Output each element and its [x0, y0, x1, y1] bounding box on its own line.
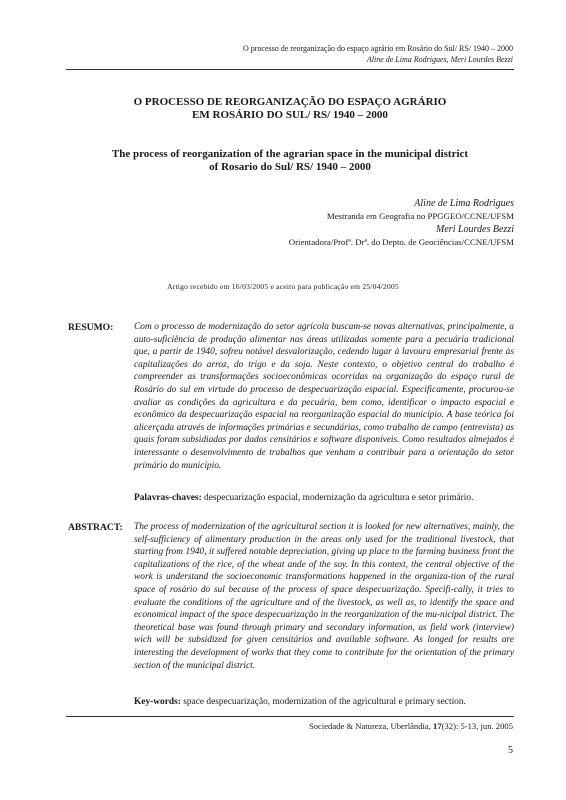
keywords-text: space despecuarização, modernization of the agricultural e primary section. — [183, 697, 466, 707]
title-portuguese — [66, 96, 514, 122]
resumo-label: RESUMO: — [68, 322, 114, 333]
keywords-text: despecuarização espacial, modernização da agricultura e setor primário. — [204, 493, 474, 503]
abstract-keywords — [134, 696, 514, 709]
footer-divider — [66, 716, 514, 717]
resumo-keywords — [134, 492, 514, 505]
title-en-line-1: The process of reorganization of the agrarian space in the municipal district — [111, 148, 469, 160]
received-note: Artigo recebido em 16/03/2005 e aceito para publicação em 25/04/2005 — [167, 282, 399, 291]
title-pt-line-1: O PROCESSO DE REORGANIZAÇÃO DO ESPAÇO AGRÁRIO — [133, 96, 447, 108]
abstract-label: ABSTRACT: — [68, 522, 123, 533]
title-pt-line-2: EM ROSÁRIO DO SUL/ RS/ 1940 – 2000 — [192, 109, 388, 121]
keywords-label: Palavras-chaves: — [134, 493, 202, 503]
running-header-authors: Aline de Lima Rodrigues, Meri Lourdes Bezzi — [366, 55, 513, 64]
author-block — [289, 197, 514, 249]
title-english — [66, 148, 514, 174]
title-en-line-2: of Rosario do Sul/ RS/ 1940 – 2000 — [209, 161, 371, 173]
journal-details: (32): 5-13, jun. 2005 — [441, 721, 513, 731]
author-affiliation: Orientadora/Profª. Drª. do Depto. de Geociências/CCNE/UFSM — [288, 237, 514, 247]
keywords-label: Key-words: — [134, 697, 181, 707]
running-header — [243, 43, 513, 65]
author-affiliation: Mestranda em Geografia no PPGGEO/CCNE/UFSM — [326, 211, 514, 221]
journal-volume: 17 — [433, 721, 442, 731]
page-number: 5 — [508, 745, 513, 756]
author-name: Aline de Lima Rodrigues — [414, 198, 514, 209]
resumo-text: Com o processo de modernização do setor agrícola buscam-se novas alternativas, principalmente, a auto-suficiência de produção alimentar nas áreas utilizadas somente para a pecuária tradicional que, a partir de 1940, sofreu notável desvalorização, cedendo lugar à lavoura empresarial frente às capitalizações do arroz, do trigo e da soja. Neste contexto, o objetivo central do trabalho é compreender as transformações socioeconômicas ocorridas na organização do espaço rural de Rosário do sul em virtude do processo de despecuarização espacial. Especificamente, procurou-se avaliar as condições da agricultura e da pecuária, bem como, identificar o impacto espacial e econômico da despecuarização espacial na reorganização espacial do município. A base teórica foi alicerçada através de informações primárias e secundárias, como trabalho de campo (entrevista) as quais foram subsidiadas por dados censitários e software disponíveis. Como resultados almejados é interessante o desenvolvimento de trabalhos que venham a contribuir para a orientação do setor primário do município. — [134, 322, 514, 471]
author-name: Meri Lourdes Bezzi — [436, 224, 514, 235]
abstract-text: The process of modernization of the agricultural section it is looked for new alternatives, mainly, the self-sufficiency of alimentary production in the areas only used for the traditional livestock, that starting from 1940, it suffered notable depreciation, giving up place to the farming business front the capitalizations of the rice, of the wheat ande of the soy. In this context, the central objective of the work is understand the socioeconomic transformations happened in the organiza-tion of the rural space of rosário do sul because of the process of space despecuarização. Specifi-cally, it tries to evaluate the conditions of the agriculture and of the livestock, as well as, to identify the space and economical impact of the space despecuarização in the reorganization of the mu-nicipal district. The theoretical base was found through primary and secondary information, as field work (interview) wich will be subsidized for given censitários and available software. As longed for results are interesting the development of works that they come to contribute for the orientation of the primary section of the municipal district. — [134, 522, 514, 671]
running-header-title: O processo de reorganização do espaço agrário em Rosário do Sul/ RS/ 1940 – 2000 — [242, 44, 513, 53]
journal-citation — [309, 721, 513, 731]
journal-name: Sociedade & Natureza, Uberlândia, — [308, 721, 431, 731]
header-divider — [66, 69, 514, 70]
